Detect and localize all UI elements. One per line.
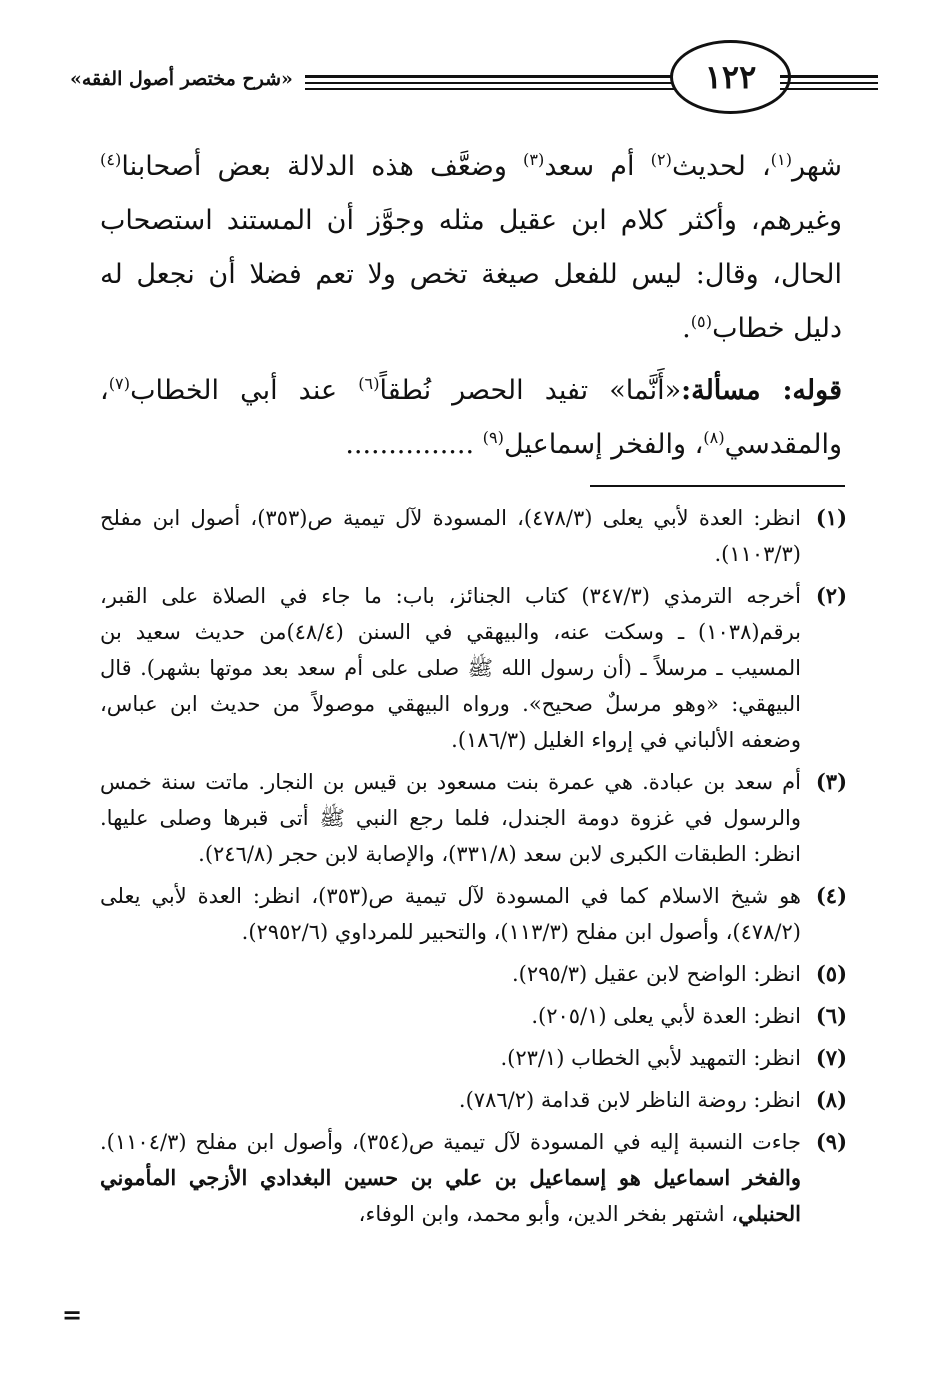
footnote-number: (٤) [815, 883, 847, 908]
page-number: ١٢٢ [704, 58, 757, 96]
footnote-text: أم سعد بن عبادة. هي عمرة بنت مسعود بن قيس بن النجار. ماتت سنة خمس والرسول في غزوة دومة الجندل، فلما رجع النبي ﷺ أتى قبرها وصلى عليها. انظر: الطبقات الكبرى لابن سعد (٣٣١/٨)، والإصابة لابن حجر (٢٤٦/٨). [100, 770, 801, 866]
footnote-6 [100, 998, 847, 1034]
footnote-text: انظر: روضة الناظر لابن قدامة (٧٨٦/٢). [458, 1088, 801, 1112]
footnote-1 [100, 500, 847, 572]
text-run: . [682, 313, 691, 344]
text-run: جاءت النسبة إليه في المسودة لآل تيمية ص(٣٥٤)، وأصول ابن مفلح (١١٠٤/٣). [100, 1130, 801, 1154]
text-run: ............... [345, 429, 483, 460]
text-run: أم سعد [544, 151, 651, 182]
footnote-5 [100, 956, 847, 992]
footnote-number: (٧) [815, 1045, 847, 1070]
text-run: وضعَّف هذه الدلالة بعض أصحابنا [121, 151, 523, 182]
footnote-ref: (٩) [482, 428, 504, 447]
footnote-text: انظر: العدة لأبي يعلى (٤٧٨/٣)، المسودة لآل تيمية ص(٣٥٣)، أصول ابن مفلح (١١٠٣/٣). [100, 506, 801, 566]
text-run: عند أبي الخطاب [130, 375, 359, 406]
footnote-ref: (٢) [650, 150, 672, 169]
text-run: وغيرهم، وأكثر كلام ابن عقيل مثله وجوَّز أن المستند استصحاب الحال، وقال: ليس للفعل صيغة تخص ولا تعم فضلا أن نجعل له دليل خطاب [100, 205, 843, 344]
footnote-8 [100, 1082, 847, 1118]
main-text [100, 140, 842, 472]
footnote-ref: (٦) [358, 374, 380, 393]
text-run: شهر [792, 151, 842, 182]
footnote-ref: (١) [770, 150, 793, 169]
footnote-number: (٦) [815, 1003, 847, 1028]
footnotes [100, 500, 847, 1238]
footnote-number: (٣) [815, 769, 847, 794]
paragraph-1 [100, 140, 842, 356]
footnote-7 [100, 1040, 847, 1076]
footnote-ref: (٥) [690, 312, 713, 331]
footnote-2 [100, 578, 847, 758]
header-rule-left [305, 75, 677, 94]
paragraph-2 [100, 364, 842, 472]
header-rule-right [780, 75, 878, 94]
footnote-text: انظر: العدة لأبي يعلى (٢٠٥/١). [531, 1004, 801, 1028]
footnote-ref: (٧) [108, 374, 131, 393]
text-run: ، اشتهر بفخر الدين، وأبو محمد، وابن الوفاء، [358, 1202, 739, 1226]
footnote-ref: (٣) [523, 150, 545, 169]
bold-text-run: والفخر اسماعيل هو إسماعيل بن علي بن حسين البغدادي الأزجي المأموني الحنبلي [100, 1165, 801, 1226]
footnote-ref: (٤) [100, 150, 122, 169]
footnote-4 [100, 878, 847, 950]
footnote-divider [590, 485, 845, 487]
footnote-number: (١) [815, 505, 847, 530]
page-header [60, 38, 890, 118]
footnote-number: (٢) [815, 583, 847, 608]
issue-label: قوله: مسألة: [681, 375, 842, 406]
footnote-text: انظر: الواضح لابن عقيل (٢٩٥/٣). [511, 962, 801, 986]
running-title: «شرح مختصر أصول الفقه» [70, 68, 293, 90]
continuation-mark: = [62, 1300, 83, 1329]
footnote-text: هو شيخ الاسلام كما في المسودة لآل تيمية ص(٣٥٣)، انظر: العدة لأبي يعلى (٤٧٨/٢)، وأصول ابن مفلح (١١٣/٣)، والتحبير للمرداوي (٢٩٥٢/٦). [100, 884, 802, 944]
footnote-number: (٥) [815, 961, 847, 986]
footnote-9 [100, 1124, 847, 1232]
footnote-3 [100, 764, 847, 872]
footnote-text: أخرجه الترمذي (٣٤٧/٣) كتاب الجنائز، باب: ما جاء في الصلاة على القبر، برقم(١٠٣٨) ـ وسكت عنه، والبيهقي في السنن (٤٨/٤)من حديث سعيد بن المسيب ـ مرسلاً ـ (أن رسول الله ﷺ صلى على أم سعد بعد موتها بشهر). قال البيهقي: «وهو مرسلٌ صحيح». ورواه البيهقي موصولاً من حديث ابن عباس، وضعفه الألباني في إرواء الغليل (١٨٦/٣). [100, 584, 801, 752]
text-run: ، لحديث [671, 151, 771, 182]
text-run: «أَنَّما» تفيد الحصر نُطقاً [379, 375, 682, 406]
footnote-text: انظر: التمهيد لأبي الخطاب (٢٣/١). [500, 1046, 801, 1070]
footnote-ref: (٨) [703, 428, 725, 447]
text-run: ، والمقدسي [100, 375, 842, 460]
footnote-text [100, 1124, 801, 1232]
text-run: ، والفخر إسماعيل [504, 429, 704, 460]
page-number-oval [670, 40, 791, 114]
footnote-number: (٨) [815, 1087, 847, 1112]
footnote-number: (٩) [815, 1129, 847, 1154]
